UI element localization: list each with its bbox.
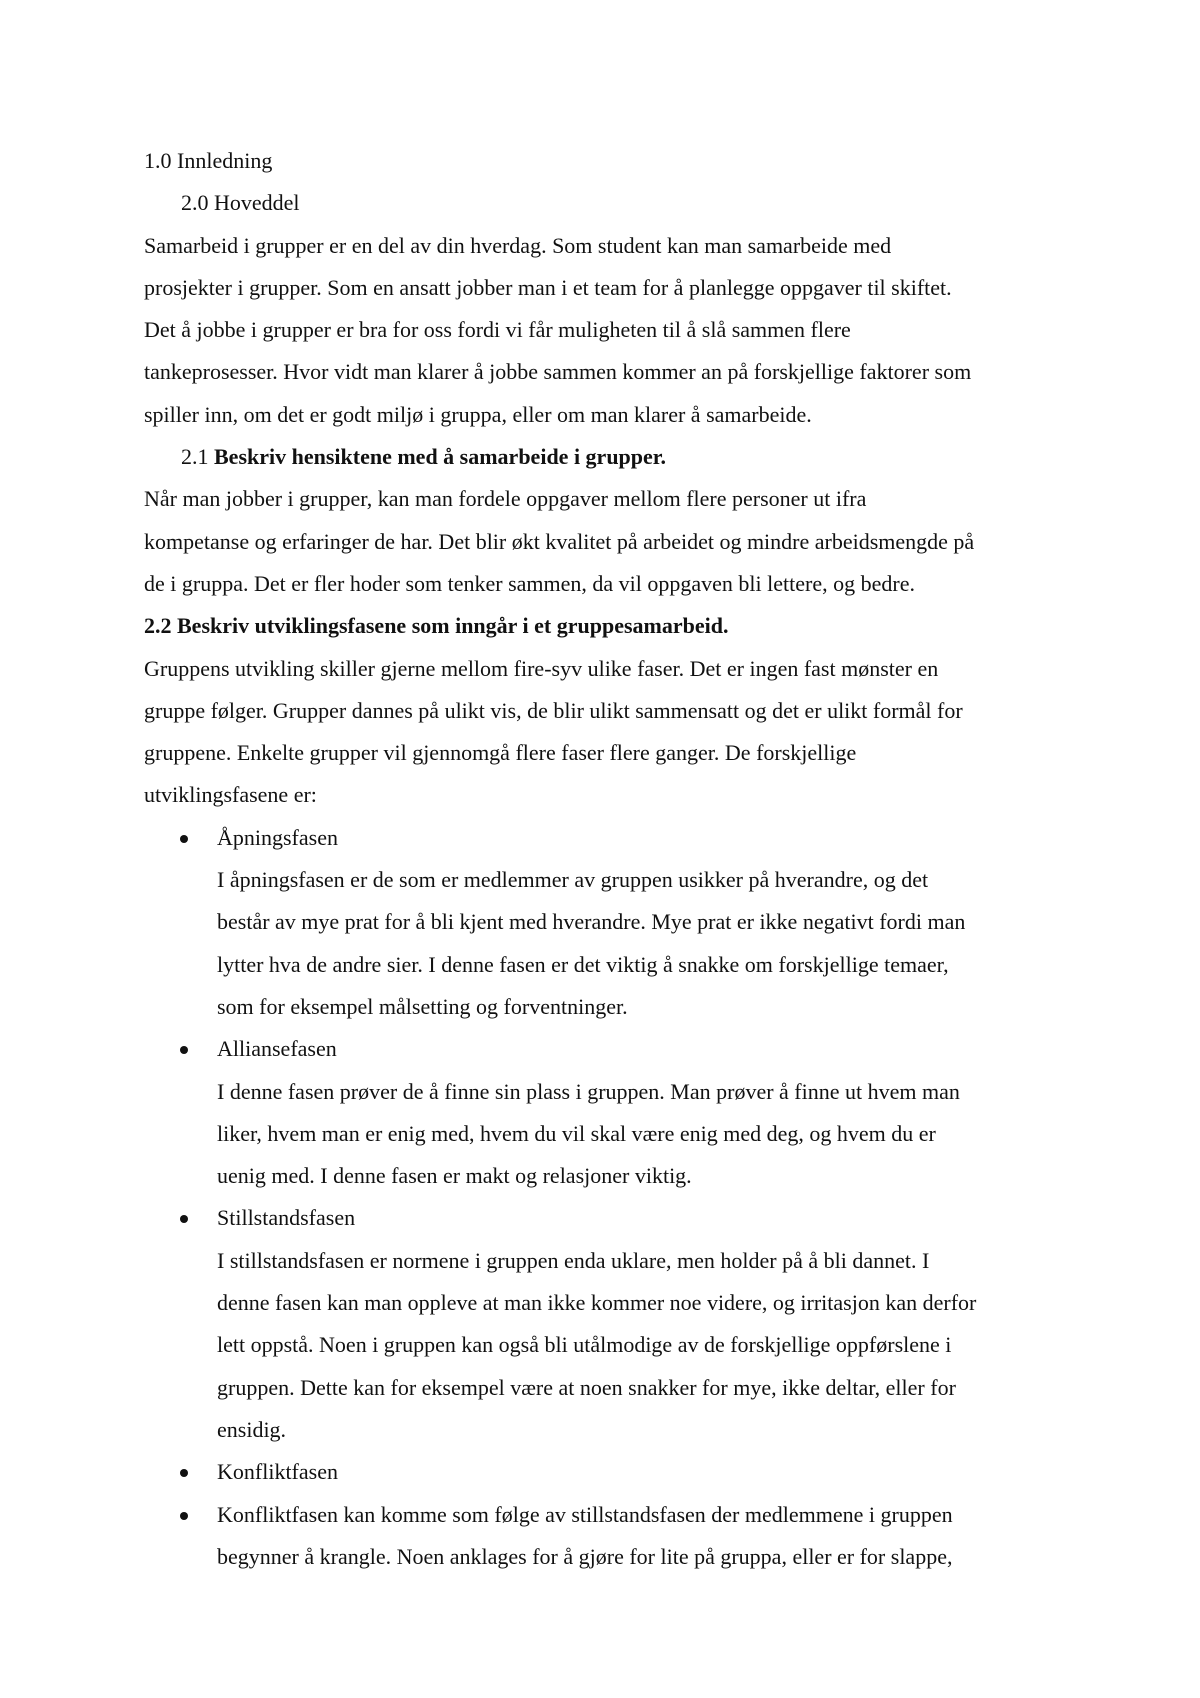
- phase-title: Åpningsfasen: [217, 824, 338, 850]
- phase-text-line: I denne fasen prøver de å finne sin plass i gruppen. Man prøver å finne ut hvem man: [217, 1078, 960, 1104]
- text-line: Samarbeid i grupper er en del av din hverdag. Som student kan man samarbeide med: [144, 232, 892, 258]
- paragraph-2-1: [144, 478, 1074, 605]
- document-content: [144, 140, 1074, 1578]
- bullet-icon: [180, 1469, 188, 1477]
- text-line: prosjekter i grupper. Som en ansatt jobber man i et team for å planlegge oppgaver til skiftet.: [144, 274, 952, 300]
- phase-text-line: denne fasen kan man oppleve at man ikke kommer noe videre, og irritasjon kan derfor: [217, 1290, 977, 1316]
- phase-text-line: som for eksempel målsetting og forventninger.: [217, 993, 628, 1019]
- bullet-icon: [180, 1512, 188, 1520]
- phase-text-line: uenig med. I denne fasen er makt og relasjoner viktig.: [217, 1163, 692, 1189]
- bullet-icon: [180, 835, 188, 843]
- heading-hoveddel: 2.0 Hoveddel: [181, 190, 300, 216]
- text-line: Når man jobber i grupper, kan man fordele oppgaver mellom flere personer ut ifra: [144, 486, 867, 512]
- heading-innledning: 1.0 Innledning: [144, 148, 273, 173]
- text-line: kompetanse og erfaringer de har. Det blir økt kvalitet på arbeidet og mindre arbeidsmengde på: [144, 528, 975, 554]
- phase-title: Alliansefasen: [217, 1036, 337, 1062]
- section-number: 2.1: [181, 444, 214, 470]
- text-line: spiller inn, om det er godt miljø i gruppa, eller om man klarer å samarbeide.: [144, 401, 812, 427]
- bullet-icon: [180, 1046, 188, 1054]
- list-item: [144, 1197, 1074, 1239]
- phase-text-line: liker, hvem man er enig med, hvem du vil skal være enig med deg, og hvem du er: [217, 1120, 936, 1146]
- phase-title: Konfliktfasen: [217, 1459, 338, 1485]
- text-line: Det å jobbe i grupper er bra for oss fordi vi får muligheten til å slå sammen flere: [144, 317, 851, 343]
- text-line: Gruppens utvikling skiller gjerne mellom fire-syv ulike faser. Det er ingen fast mønster en: [144, 655, 939, 681]
- phase-title: Konfliktfasen kan komme som følge av stillstandsfasen der medlemmene i gruppen: [217, 1501, 953, 1527]
- phase-text-line: lett oppstå. Noen i gruppen kan også bli utålmodige av de forskjellige oppførslene i: [217, 1332, 952, 1358]
- list-item: [144, 817, 1074, 859]
- text-line: utviklingsfasene er:: [144, 782, 317, 808]
- phase-title: Stillstandsfasen: [217, 1205, 356, 1231]
- phase-text-line: begynner å krangle. Noen anklages for å gjøre for lite på gruppa, eller er for slappe,: [217, 1543, 953, 1569]
- phase-list: [144, 817, 1074, 1578]
- heading-2-1: [144, 436, 1074, 478]
- text-line: de i gruppa. Det er fler hoder som tenker sammen, da vil oppgaven bli lettere, og bedre.: [144, 570, 915, 596]
- paragraph-hoveddel: [144, 225, 1074, 436]
- section-title: Beskriv hensiktene med å samarbeide i grupper.: [214, 444, 667, 470]
- text-line: gruppene. Enkelte grupper vil gjennomgå flere faser flere ganger. De forskjellige: [144, 740, 857, 766]
- bullet-icon: [180, 1215, 188, 1223]
- phase-text-line: lytter hva de andre sier. I denne fasen er det viktig å snakke om forskjellige temaer,: [217, 951, 949, 977]
- text-line: gruppe følger. Grupper dannes på ulikt vis, de blir ulikt sammensatt og det er ulikt formål for: [144, 697, 963, 723]
- phase-text-line: gruppen. Dette kan for eksempel være at noen snakker for mye, ikke deltar, eller for: [217, 1374, 956, 1400]
- phase-text-line: ensidig.: [217, 1416, 287, 1442]
- phase-text-line: består av mye prat for å bli kjent med hverandre. Mye prat er ikke negativt fordi man: [217, 909, 966, 935]
- phase-text-line: I stillstandsfasen er normene i gruppen enda uklare, men holder på å bli dannet. I: [217, 1247, 930, 1273]
- text-line: tankeprosesser. Hvor vidt man klarer å jobbe sammen kommer an på forskjellige faktorer som: [144, 359, 972, 385]
- heading-2-2: 2.2 Beskriv utviklingsfasene som inngår i et gruppesamarbeid.: [144, 613, 729, 639]
- list-item: [144, 1494, 1074, 1536]
- list-item: [144, 1451, 1074, 1493]
- list-item: [144, 1028, 1074, 1070]
- phase-text-line: I åpningsfasen er de som er medlemmer av gruppen usikker på hverandre, og det: [217, 867, 929, 893]
- paragraph-2-2: [144, 648, 1074, 817]
